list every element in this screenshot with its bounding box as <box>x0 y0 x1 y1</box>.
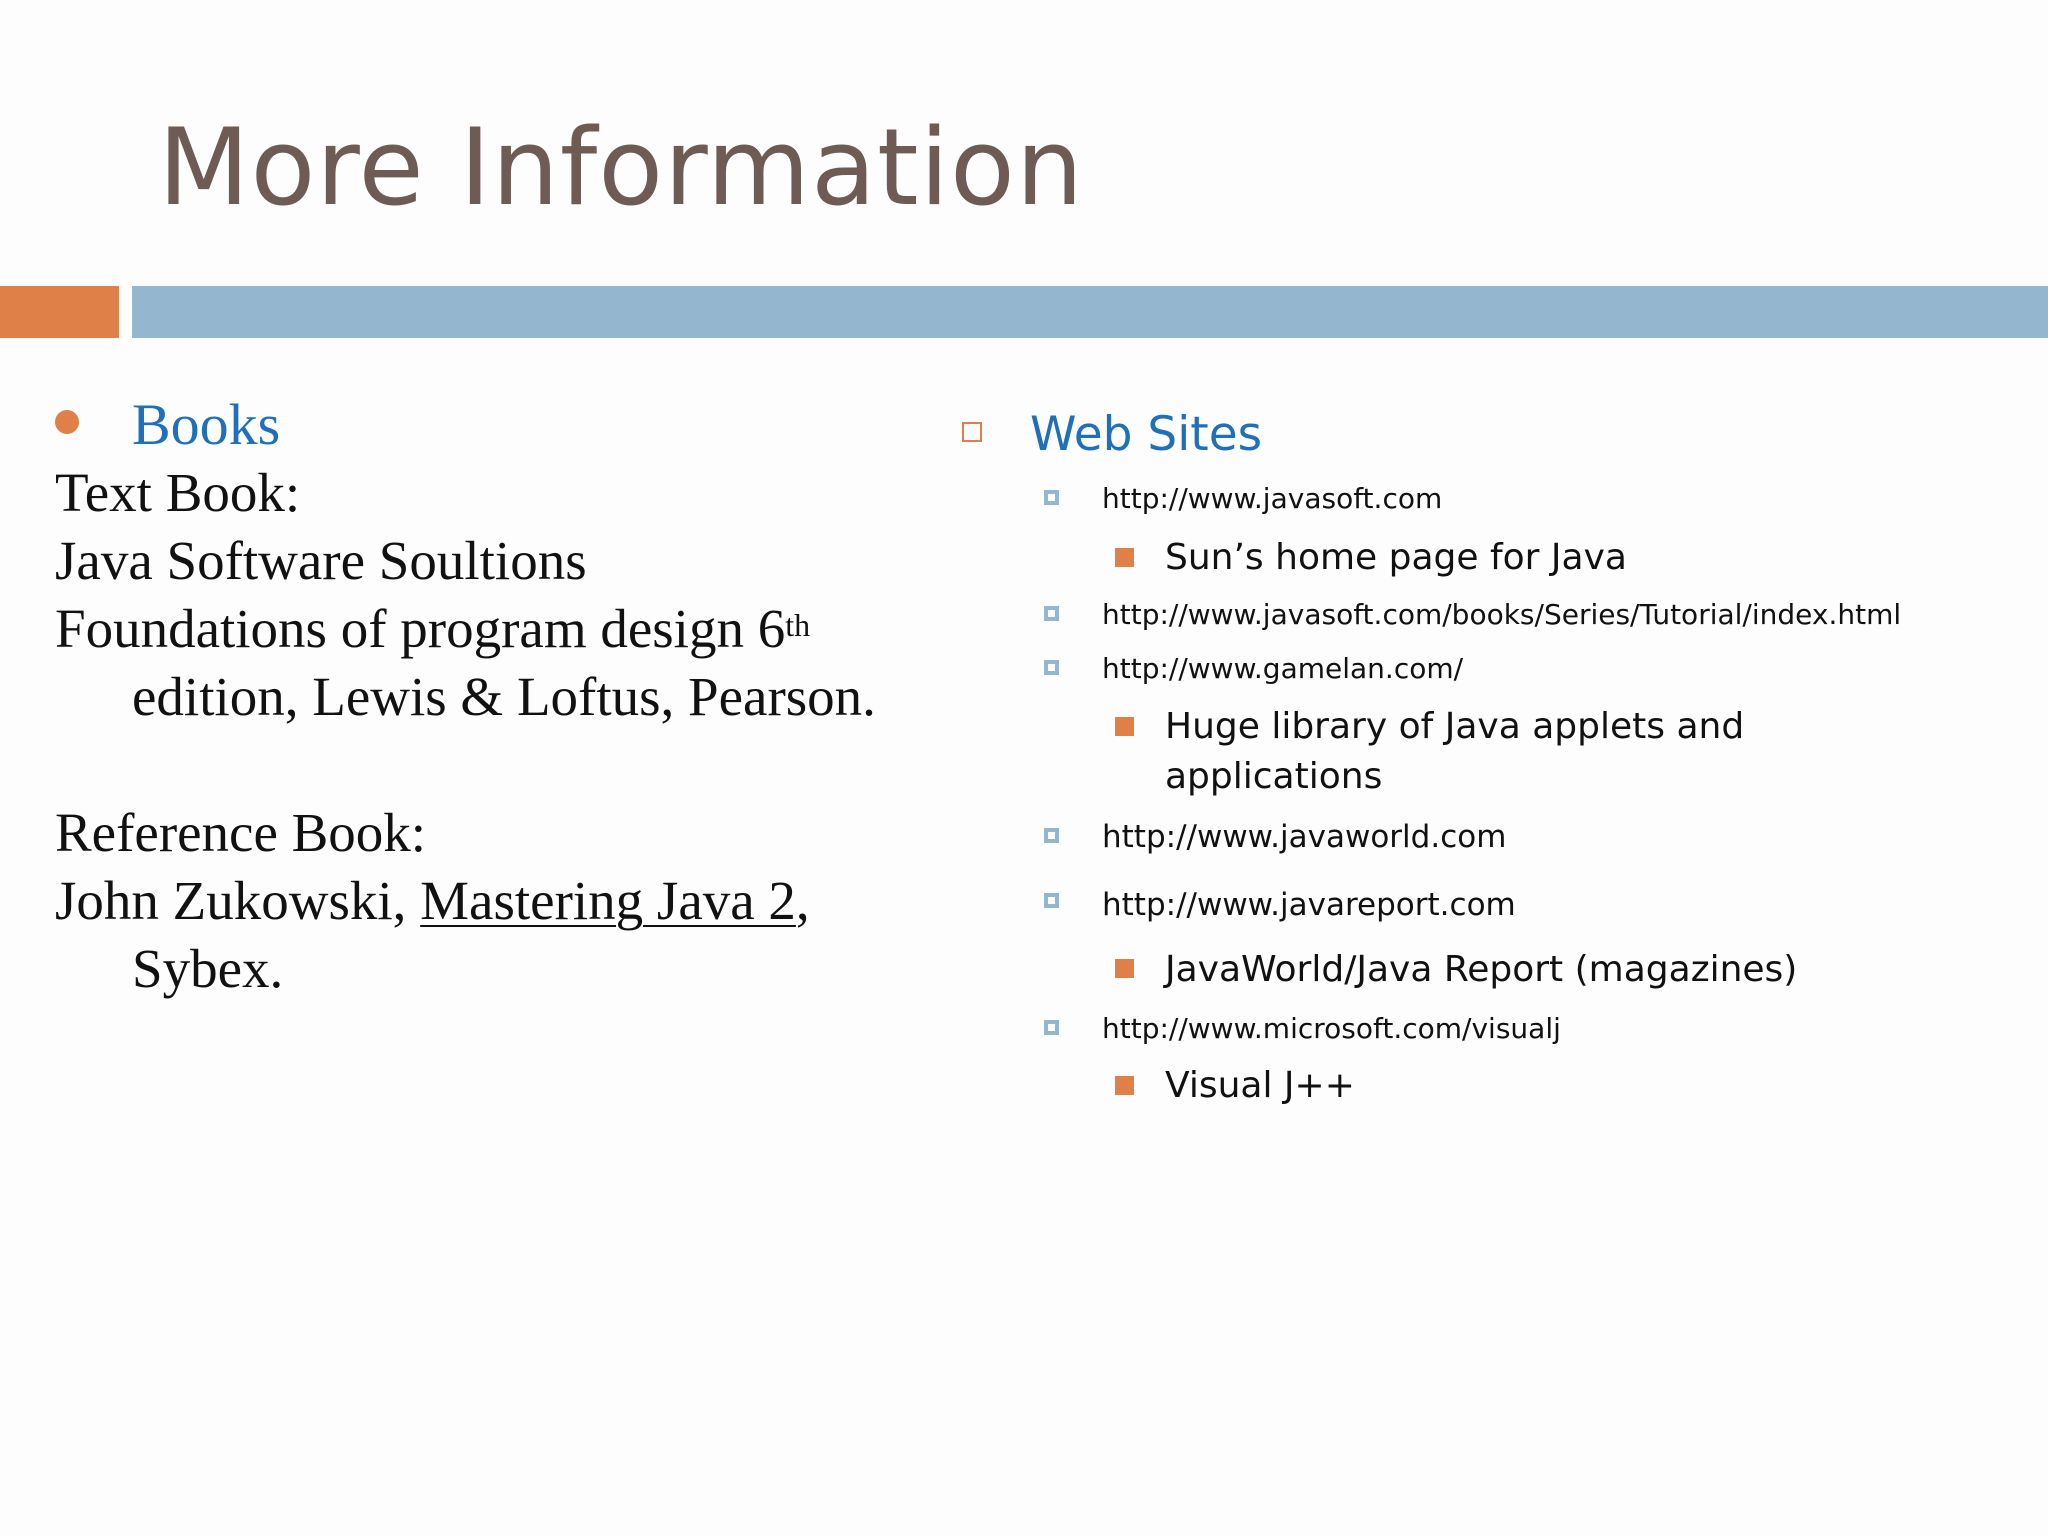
books-heading: Books <box>132 392 281 457</box>
reference-book-author-name: John Zukowski, <box>55 870 421 931</box>
note-magazines: JavaWorld/Java Report (magazines) <box>1165 949 1798 990</box>
text-book-edition: edition, Lewis & Loftus, Pearson. <box>132 666 876 727</box>
link-javareport[interactable]: http://www.javareport.com <box>1102 887 1516 923</box>
text-book-title: Java Software Soultions <box>55 530 587 591</box>
note-gamelan-line2: applications <box>1165 756 1383 797</box>
link-bullet-icon <box>1044 893 1059 908</box>
reference-book-comma: , <box>795 870 810 931</box>
note-bullet-icon <box>1115 1076 1134 1095</box>
link-javaworld[interactable]: http://www.javaworld.com <box>1102 819 1507 855</box>
note-bullet-icon <box>1115 717 1134 736</box>
note-visual-jpp: Visual J++ <box>1165 1065 1355 1106</box>
note-javasoft: Sun’s home page for Java <box>1165 537 1627 578</box>
reference-book-label: Reference Book: <box>55 802 427 863</box>
title-accent-bar-orange <box>0 286 119 338</box>
link-bullet-icon <box>1044 490 1059 505</box>
title-accent-bar-blue <box>132 286 2048 338</box>
text-book-subtitle-sup: th <box>785 607 811 643</box>
slide-title: More Information <box>158 106 1085 229</box>
reference-book-author <box>55 867 810 935</box>
reference-book-title: Mastering Java 2 <box>420 870 796 931</box>
note-bullet-icon <box>1115 548 1134 567</box>
link-bullet-icon <box>1044 1020 1059 1035</box>
note-bullet-icon <box>1115 959 1134 978</box>
reference-book-publisher: Sybex. <box>132 938 284 999</box>
websites-heading: Web Sites <box>1030 407 1263 462</box>
link-javasoft-tutorial[interactable]: http://www.javasoft.com/books/Series/Tutorial/index.html <box>1102 598 1902 631</box>
text-book-label: Text Book: <box>55 462 301 523</box>
text-book-subtitle <box>55 595 810 663</box>
books-bullet-icon <box>55 410 79 434</box>
link-gamelan[interactable]: http://www.gamelan.com/ <box>1102 652 1464 685</box>
websites-bullet-icon <box>962 422 982 442</box>
link-microsoft-visualj[interactable]: http://www.microsoft.com/visualj <box>1102 1012 1561 1045</box>
text-book-subtitle-main: Foundations of program design 6 <box>55 598 786 659</box>
link-bullet-icon <box>1044 828 1059 843</box>
note-gamelan-line1: Huge library of Java applets and <box>1165 706 1745 747</box>
link-bullet-icon <box>1044 606 1059 621</box>
link-bullet-icon <box>1044 660 1059 675</box>
link-javasoft[interactable]: http://www.javasoft.com <box>1102 482 1443 515</box>
